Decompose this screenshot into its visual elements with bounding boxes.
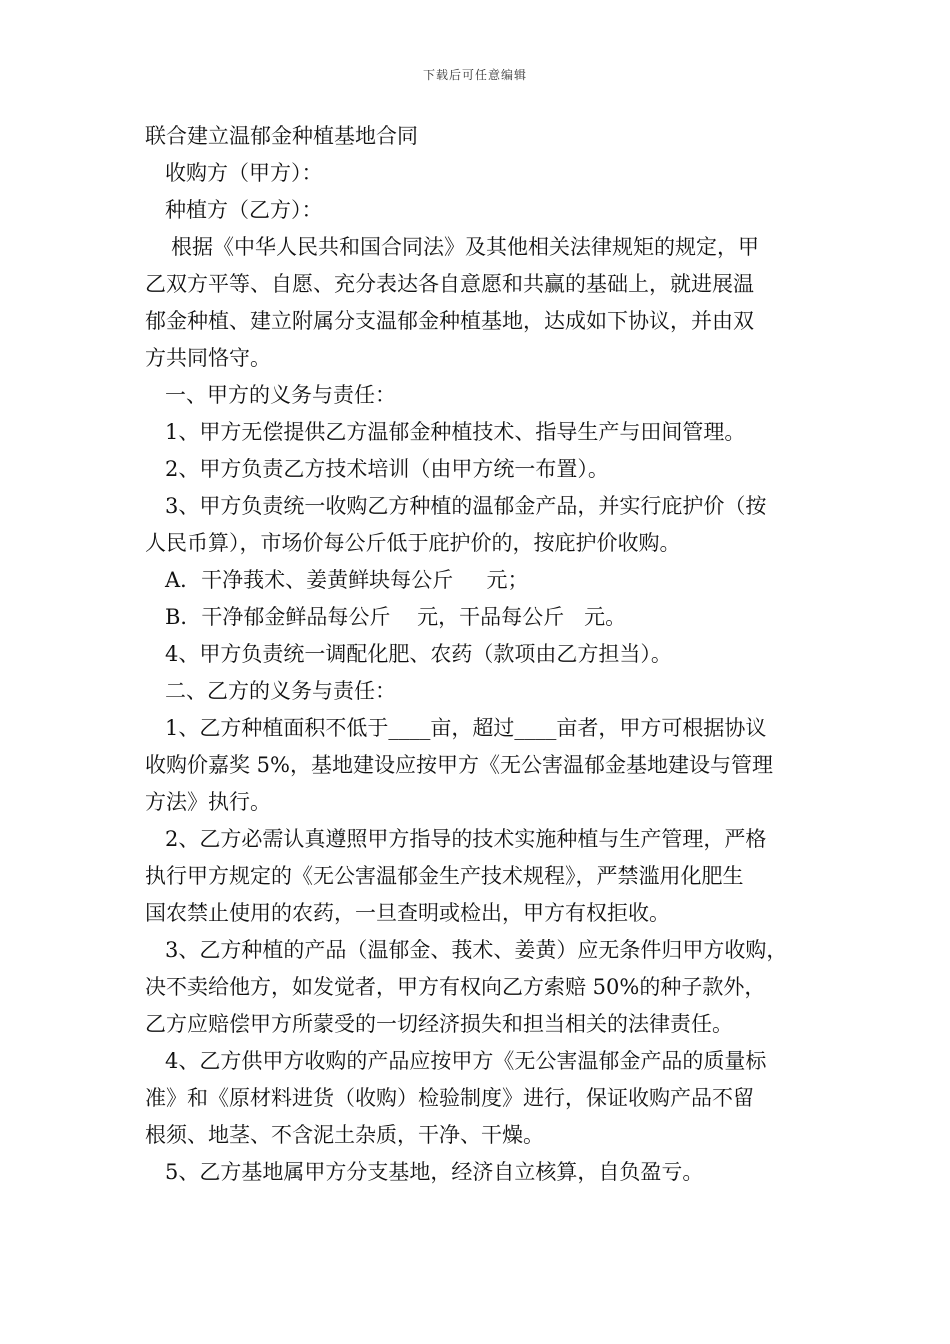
section-heading: 二、乙方的义务与责任：	[165, 679, 396, 703]
preamble-line: 方共同恪守。	[145, 346, 271, 370]
clause-line: 乙方应赔偿甲方所蒙受的一切经济损失和担当相关的法律责任。	[145, 1012, 733, 1036]
preamble-line: 根据《中华人民共和国合同法》及其他相关法律规矩的规定，甲	[171, 235, 759, 259]
clause-line: 决不卖给他方，如发觉者，甲方有权向乙方索赔 50%的种子款外，	[145, 975, 766, 999]
clause-line: 3、甲方负责统一收购乙方种植的温郁金产品，并实行庇护价（按	[165, 494, 767, 518]
clause-line: 1、甲方无偿提供乙方温郁金种植技术、指导生产与田间管理。	[165, 420, 746, 444]
clause-line: 根须、地茎、不含泥土杂质，干净、干燥。	[145, 1123, 544, 1147]
clause-line: 国农禁止使用的农药，一旦查明或检出，甲方有权拒收。	[145, 901, 670, 925]
clause-line: A．干净莪术、姜黄鲜块每公斤 元；	[165, 568, 529, 592]
preamble-line: 郁金种植、建立附属分支温郁金种植基地，达成如下协议，并由双	[145, 309, 754, 333]
clause-line: 人民币算），市场价每公斤低于庇护价的，按庇护价收购。	[145, 531, 681, 555]
clause-line: 4、乙方供甲方收购的产品应按甲方《无公害温郁金产品的质量标	[165, 1049, 767, 1073]
preamble-line: 乙双方平等、自愿、充分表达各自意愿和共赢的基础上，就进展温	[145, 272, 754, 296]
clause-line: 5、乙方基地属甲方分支基地，经济自立核算，自负盈亏。	[165, 1160, 704, 1184]
clause-line: 3、乙方种植的产品（温郁金、莪术、姜黄）应无条件归甲方收购，	[165, 938, 788, 962]
contract-document	[145, 118, 810, 1191]
document-title: 联合建立温郁金种植基地合同	[145, 124, 418, 148]
clause-line: 收购价嘉奖 5%，基地建设应按甲方《无公害温郁金基地建设与管理	[145, 753, 773, 777]
clause-line: 执行甲方规定的《无公害温郁金生产技术规程》，严禁滥用化肥生	[145, 864, 744, 888]
clause-line: 2、乙方必需认真遵照甲方指导的技术实施种植与生产管理，严格	[165, 827, 767, 851]
section-heading: 一、甲方的义务与责任：	[165, 383, 396, 407]
clause-line: 4、甲方负责统一调配化肥、农药（款项由乙方担当）。	[165, 642, 672, 666]
party-a-line: 收购方（甲方）：	[165, 161, 323, 185]
clause-line: 1、乙方种植面积不低于____亩，超过____亩者，甲方可根据协议	[165, 716, 767, 740]
clause-line: 2、甲方负责乙方技术培训（由甲方统一布置）。	[165, 457, 609, 481]
preamble-paragraph	[145, 229, 810, 377]
section-party-b-duties	[145, 673, 810, 1191]
header-note: 下载后可任意编辑	[422, 68, 527, 82]
clause-line: B．干净郁金鲜品每公斤 元，干品每公斤 元。	[165, 605, 627, 629]
clause-line: 准》和《原材料进货（收购）检验制度》进行，保证收购产品不留	[145, 1086, 754, 1110]
section-party-a-duties	[145, 377, 810, 673]
party-b-line: 种植方（乙方）：	[165, 198, 323, 222]
clause-line: 方法》执行。	[145, 790, 271, 814]
